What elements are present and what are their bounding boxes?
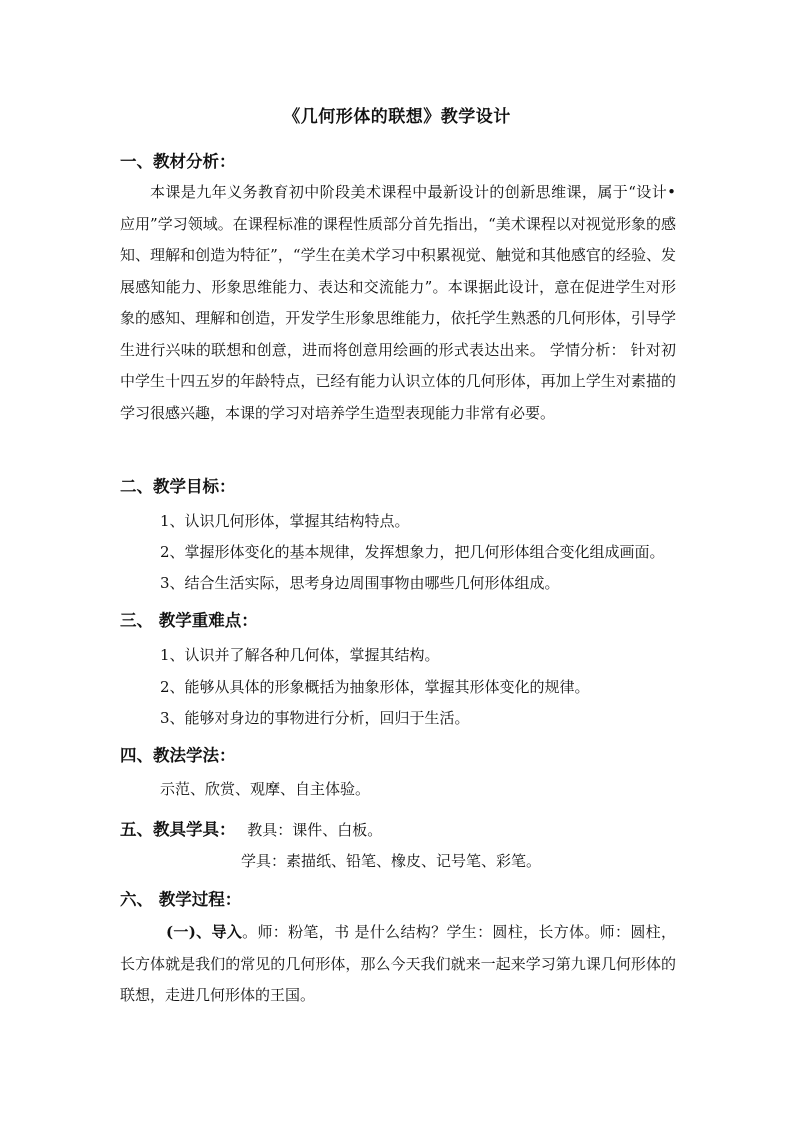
document-title: 《几何形体的联想》教学设计 [283,107,511,127]
key-difficulty-item: 2、能够从具体的形象概括为抽象形体，掌握其形体变化的规律。 [160,678,590,696]
teaching-tools-text: 教具：课件、白板。 [247,821,383,839]
tools-heading-label: 五、教具学具： [120,820,236,839]
section-heading-material-analysis: 一、教材分析： [120,152,236,171]
key-difficulty-item: 1、认识并了解各种几何体，掌握其结构。 [160,646,440,664]
teaching-process-paragraph [120,917,676,1012]
section-heading-teaching-process: 六、 教学过程： [120,890,242,909]
intro-step-label: (一)、导入 [166,923,243,941]
section-heading-key-difficulties: 三、 教学重难点： [120,611,258,630]
teaching-goal-item: 3、结合生活实际，思考身边周围事物由哪些几何形体组成。 [160,574,560,592]
teaching-goal-item: 1、认识几何形体，掌握其结构特点。 [160,512,410,530]
section-heading-teaching-goals: 二、教学目标： [120,477,236,496]
material-analysis-paragraph: 本课是九年义务教育初中阶段美术课程中最新设计的创新思维课，属于“设计•应用”学习领域。在课程标准的课程性质部分首先指出，“美术课程以对视觉形象的感知、理解和创造为特征”，“学生在美术学习中积累视觉、触觉和其他感官的经验、发展感知能力、形象思维能力、表达和交流能力”。本课据此设计，意在促进学生对形象的感知、理解和创造，开发学生形象思维能力，依托学生熟悉的几何形体，引导学生进行兴味的联想和创意，进而将创意用绘画的形式表达出来。 学情分析： 针对初中学生十四五岁的年龄特点，已经有能力认识立体的几何形体，再加上学生对素描的学习很感兴趣，本课的学习对培养学生造型表现能力非常有必要。 [120,183,676,422]
key-difficulty-item: 3、能够对身边的事物进行分析，回归于生活。 [160,709,470,727]
teaching-goal-item: 2、掌握形体变化的基本规律，发挥想象力，把几何形体组合变化组成画面。 [160,543,665,561]
learning-tools-text: 学具：素描纸、铅笔、橡皮、记号笔、彩笔。 [241,852,542,870]
section-heading-tools [120,816,382,840]
methods-text: 示范、欣赏、观摩、自主体验。 [160,780,371,798]
section-heading-methods: 四、教法学法： [120,746,236,765]
intro-step-text: 。师：粉笔，书 是什么结构？学生：圆柱，长方体。师：圆柱，长方体就是我们的常见的几何形体，那么今天我们就来一起来学习第九课几何形体的联想，走进几何形体的王国。 [120,923,676,1004]
